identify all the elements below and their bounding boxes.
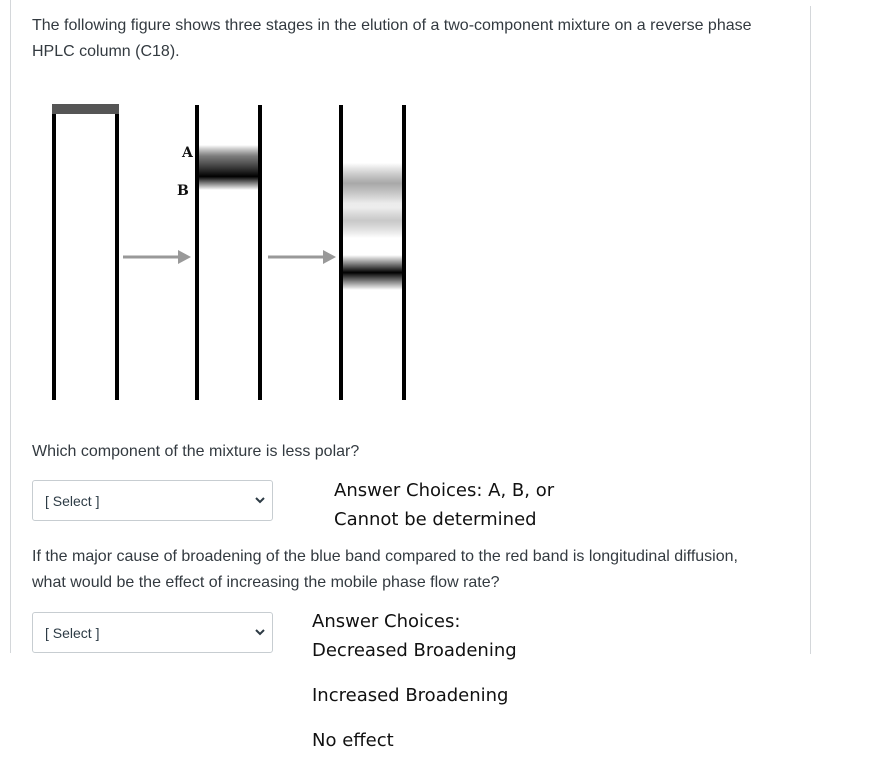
sample-band-initial <box>52 104 119 114</box>
choice-decreased-broadening: Decreased Broadening <box>312 640 517 661</box>
question-two-select[interactable] <box>32 612 273 653</box>
label-a: A <box>182 145 193 161</box>
chevron-down-icon <box>254 626 266 638</box>
question-one-select[interactable] <box>32 480 273 521</box>
band-a-tail <box>343 203 402 238</box>
answer-choices-line-2: Cannot be determined <box>334 509 537 530</box>
answer-choices-line-1: Answer Choices: A, B, or <box>334 480 555 501</box>
intro-text: The following figure shows three stages in the elution of a two-component mixture on a reverse phase HPLC column (C18). <box>32 17 752 60</box>
question-one-text: Which component of the mixture is less polar? <box>32 443 360 460</box>
question-two-select-value: [ Select ] <box>45 624 100 641</box>
answer-choices-heading: Answer Choices: <box>312 611 461 632</box>
column-stage-3 <box>341 105 404 400</box>
arrow-right-icon <box>268 250 336 264</box>
panel-left-border <box>10 0 11 653</box>
band-b-sharp <box>343 255 402 290</box>
choice-no-effect: No effect <box>312 730 394 751</box>
column-stage-2 <box>177 105 260 400</box>
question-one-select-value: [ Select ] <box>45 492 100 509</box>
label-b: B <box>177 183 189 199</box>
column-stage-1 <box>52 104 119 400</box>
chevron-down-icon <box>254 494 266 506</box>
band-overlap <box>199 145 258 190</box>
arrow-right-icon <box>123 250 191 264</box>
choice-increased-broadening: Increased Broadening <box>312 685 509 706</box>
band-a-broad <box>343 163 402 208</box>
hplc-column-figure <box>40 95 440 415</box>
question-two-text: If the major cause of broadening of the blue band compared to the red band is longitudinal diffusion, what would be the effect of increasing the mobile phase flow rate? <box>32 548 738 591</box>
panel-right-border <box>810 6 811 654</box>
